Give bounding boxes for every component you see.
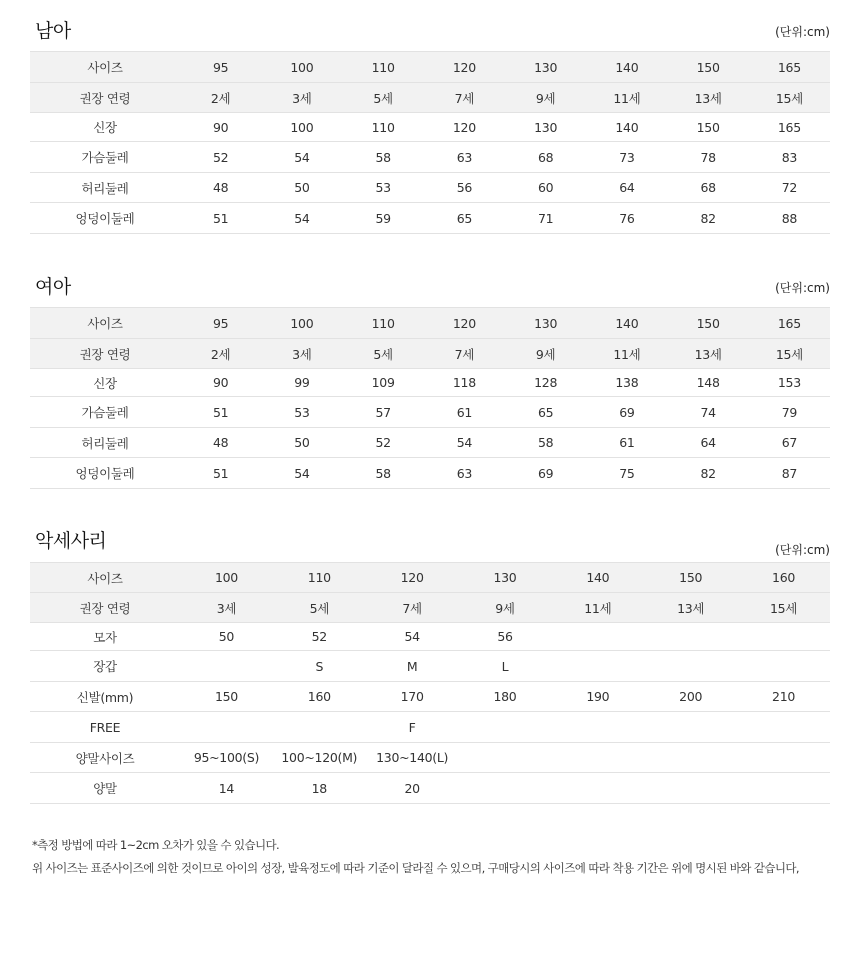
- table-cell: 51: [180, 203, 261, 234]
- table-cell: 48: [180, 428, 261, 458]
- table-cell: 128: [505, 369, 586, 397]
- table-cell: 15세: [749, 339, 830, 369]
- table-cell: 148: [668, 369, 749, 397]
- table-cell: 57: [343, 397, 424, 428]
- table-row: [30, 397, 830, 428]
- table-cell: 68: [505, 142, 586, 173]
- table-cell: 56: [424, 173, 505, 203]
- table-cell: 11세: [551, 593, 644, 623]
- table-cell: 7세: [366, 593, 459, 623]
- table-cell: 13세: [668, 339, 749, 369]
- table-cell: [737, 712, 830, 743]
- table-cell: 120: [366, 563, 459, 593]
- row-label: 신장: [30, 369, 180, 397]
- table-cell: 54: [261, 203, 342, 234]
- table-cell: 14: [180, 773, 273, 804]
- table-cell: 200: [644, 682, 737, 712]
- table-cell: [644, 712, 737, 743]
- table-cell: 73: [586, 142, 667, 173]
- table-cell: 56: [459, 623, 552, 651]
- table-cell: 130: [505, 113, 586, 142]
- table-row: [30, 339, 830, 369]
- table-cell: 160: [273, 682, 366, 712]
- row-label: 허리둘레: [30, 173, 180, 203]
- table-cell: 65: [505, 397, 586, 428]
- table-cell: [459, 743, 552, 773]
- accessories-unit-label: (단위:cm): [775, 543, 830, 557]
- row-label: 사이즈: [30, 563, 180, 593]
- table-row: [30, 308, 830, 339]
- table-row: [30, 563, 830, 593]
- table-cell: 48: [180, 173, 261, 203]
- table-cell: 140: [586, 113, 667, 142]
- table-cell: 79: [749, 397, 830, 428]
- table-row: [30, 83, 830, 113]
- table-cell: 170: [366, 682, 459, 712]
- table-cell: 120: [424, 113, 505, 142]
- table-cell: 100~120(M): [273, 743, 366, 773]
- row-label: 엉덩이둘레: [30, 203, 180, 234]
- table-cell: [737, 623, 830, 651]
- table-cell: 210: [737, 682, 830, 712]
- table-cell: 2세: [180, 83, 261, 113]
- table-cell: M: [366, 651, 459, 682]
- table-row: [30, 743, 830, 773]
- table-cell: 50: [261, 428, 342, 458]
- girls-size-table: [30, 307, 830, 489]
- measurement-note: *측정 방법에 따라 1~2cm 오차가 있을 수 있습니다.: [32, 838, 280, 852]
- boys-section-title: 남아: [35, 20, 71, 42]
- table-cell: [737, 743, 830, 773]
- accessories-section-title: 악세사리: [35, 530, 107, 552]
- table-row: [30, 623, 830, 651]
- table-cell: 50: [261, 173, 342, 203]
- table-cell: 50: [180, 623, 273, 651]
- table-cell: 100: [261, 113, 342, 142]
- boys-unit-label: (단위:cm): [775, 25, 830, 39]
- table-cell: [644, 773, 737, 804]
- row-label: 엉덩이둘레: [30, 458, 180, 489]
- table-cell: 150: [180, 682, 273, 712]
- table-cell: 95: [180, 52, 261, 83]
- table-cell: 150: [668, 308, 749, 339]
- table-cell: 165: [749, 52, 830, 83]
- table-cell: 130: [459, 563, 552, 593]
- table-row: [30, 52, 830, 83]
- table-cell: 18: [273, 773, 366, 804]
- table-cell: 54: [424, 428, 505, 458]
- table-cell: 74: [668, 397, 749, 428]
- table-cell: 99: [261, 369, 342, 397]
- table-cell: 150: [644, 563, 737, 593]
- table-cell: 59: [343, 203, 424, 234]
- table-row: [30, 203, 830, 234]
- row-label: 장갑: [30, 651, 180, 682]
- girls-section-title: 여아: [35, 276, 71, 298]
- table-cell: 7세: [424, 83, 505, 113]
- table-cell: S: [273, 651, 366, 682]
- table-cell: 82: [668, 203, 749, 234]
- table-cell: 2세: [180, 339, 261, 369]
- table-cell: 52: [343, 428, 424, 458]
- table-cell: 120: [424, 308, 505, 339]
- table-cell: 3세: [261, 339, 342, 369]
- table-cell: 110: [343, 308, 424, 339]
- table-row: [30, 593, 830, 623]
- table-row: [30, 651, 830, 682]
- table-cell: 95: [180, 308, 261, 339]
- table-cell: 13세: [668, 83, 749, 113]
- table-cell: L: [459, 651, 552, 682]
- table-cell: [551, 651, 644, 682]
- table-cell: 69: [586, 397, 667, 428]
- table-cell: 58: [343, 458, 424, 489]
- girls-size-section: [30, 256, 830, 496]
- table-cell: 5세: [343, 339, 424, 369]
- table-cell: 83: [749, 142, 830, 173]
- table-cell: 190: [551, 682, 644, 712]
- row-label: 권장 연령: [30, 83, 180, 113]
- table-cell: 100: [180, 563, 273, 593]
- row-label: 양말사이즈: [30, 743, 180, 773]
- table-cell: F: [366, 712, 459, 743]
- table-cell: 71: [505, 203, 586, 234]
- table-cell: [180, 712, 273, 743]
- table-row: [30, 458, 830, 489]
- table-cell: 58: [505, 428, 586, 458]
- table-cell: 51: [180, 397, 261, 428]
- table-cell: 53: [261, 397, 342, 428]
- row-label: 가슴둘레: [30, 397, 180, 428]
- row-label: 권장 연령: [30, 339, 180, 369]
- table-row: [30, 682, 830, 712]
- table-row: [30, 712, 830, 743]
- table-row: [30, 173, 830, 203]
- table-cell: 64: [586, 173, 667, 203]
- table-cell: [459, 712, 552, 743]
- table-cell: 120: [424, 52, 505, 83]
- table-cell: 150: [668, 113, 749, 142]
- row-label: 권장 연령: [30, 593, 180, 623]
- table-cell: 9세: [505, 339, 586, 369]
- table-cell: 76: [586, 203, 667, 234]
- table-cell: [644, 651, 737, 682]
- row-label: FREE: [30, 712, 180, 743]
- table-cell: 69: [505, 458, 586, 489]
- table-cell: 52: [273, 623, 366, 651]
- table-cell: 54: [261, 458, 342, 489]
- boys-size-section: [30, 0, 830, 240]
- table-cell: 13세: [644, 593, 737, 623]
- table-cell: 160: [737, 563, 830, 593]
- table-cell: 20: [366, 773, 459, 804]
- table-cell: 165: [749, 113, 830, 142]
- table-cell: [551, 623, 644, 651]
- table-cell: 11세: [586, 339, 667, 369]
- table-cell: 67: [749, 428, 830, 458]
- table-cell: 60: [505, 173, 586, 203]
- table-cell: [459, 773, 552, 804]
- table-cell: 5세: [343, 83, 424, 113]
- table-cell: 64: [668, 428, 749, 458]
- table-cell: 110: [273, 563, 366, 593]
- table-cell: 3세: [261, 83, 342, 113]
- table-cell: 63: [424, 142, 505, 173]
- table-cell: 130: [505, 52, 586, 83]
- table-cell: 140: [586, 52, 667, 83]
- table-cell: 140: [551, 563, 644, 593]
- table-cell: 87: [749, 458, 830, 489]
- table-cell: [180, 651, 273, 682]
- table-cell: 54: [261, 142, 342, 173]
- table-cell: 75: [586, 458, 667, 489]
- table-cell: 153: [749, 369, 830, 397]
- table-cell: 58: [343, 142, 424, 173]
- table-cell: 138: [586, 369, 667, 397]
- table-cell: [551, 743, 644, 773]
- table-cell: 100: [261, 308, 342, 339]
- row-label: 허리둘레: [30, 428, 180, 458]
- table-cell: 100: [261, 52, 342, 83]
- table-cell: 72: [749, 173, 830, 203]
- row-label: 양말: [30, 773, 180, 804]
- table-cell: 51: [180, 458, 261, 489]
- table-cell: 15세: [737, 593, 830, 623]
- table-row: [30, 142, 830, 173]
- size-notes: [32, 834, 799, 880]
- row-label: 사이즈: [30, 308, 180, 339]
- table-cell: 7세: [424, 339, 505, 369]
- table-cell: 65: [424, 203, 505, 234]
- row-label: 가슴둘레: [30, 142, 180, 173]
- row-label: 모자: [30, 623, 180, 651]
- table-cell: 118: [424, 369, 505, 397]
- table-cell: 11세: [586, 83, 667, 113]
- table-cell: 54: [366, 623, 459, 651]
- table-cell: 61: [586, 428, 667, 458]
- table-cell: 52: [180, 142, 261, 173]
- table-cell: [551, 712, 644, 743]
- table-cell: 5세: [273, 593, 366, 623]
- table-cell: 61: [424, 397, 505, 428]
- table-cell: 88: [749, 203, 830, 234]
- table-cell: [273, 712, 366, 743]
- row-label: 신장: [30, 113, 180, 142]
- table-cell: 68: [668, 173, 749, 203]
- table-cell: 110: [343, 113, 424, 142]
- table-cell: [644, 623, 737, 651]
- accessories-size-section: [30, 512, 830, 812]
- row-label: 사이즈: [30, 52, 180, 83]
- table-cell: 90: [180, 113, 261, 142]
- table-row: [30, 428, 830, 458]
- table-cell: 130~140(L): [366, 743, 459, 773]
- table-cell: 109: [343, 369, 424, 397]
- row-label: 신발(mm): [30, 682, 180, 712]
- table-cell: 140: [586, 308, 667, 339]
- size-guide-note: 위 사이즈는 표준사이즈에 의한 것이므로 아이의 성장, 발육정도에 따라 기준이 달라질 수 있으며, 구매당시의 사이즈에 따라 착용 기간은 위에 명시된 바와 같습니다,: [32, 861, 799, 875]
- table-cell: 63: [424, 458, 505, 489]
- table-cell: [737, 773, 830, 804]
- table-cell: 130: [505, 308, 586, 339]
- table-row: [30, 113, 830, 142]
- table-cell: 110: [343, 52, 424, 83]
- table-cell: 3세: [180, 593, 273, 623]
- table-row: [30, 369, 830, 397]
- table-cell: 150: [668, 52, 749, 83]
- table-row: [30, 773, 830, 804]
- table-cell: 165: [749, 308, 830, 339]
- table-cell: 9세: [505, 83, 586, 113]
- table-cell: 78: [668, 142, 749, 173]
- boys-size-table: [30, 51, 830, 234]
- table-cell: [737, 651, 830, 682]
- table-cell: 9세: [459, 593, 552, 623]
- table-cell: 15세: [749, 83, 830, 113]
- table-cell: [644, 743, 737, 773]
- table-cell: 53: [343, 173, 424, 203]
- girls-unit-label: (단위:cm): [775, 281, 830, 295]
- table-cell: 180: [459, 682, 552, 712]
- accessories-size-table: [30, 562, 830, 804]
- table-cell: 90: [180, 369, 261, 397]
- table-cell: 95~100(S): [180, 743, 273, 773]
- table-cell: [551, 773, 644, 804]
- table-cell: 82: [668, 458, 749, 489]
